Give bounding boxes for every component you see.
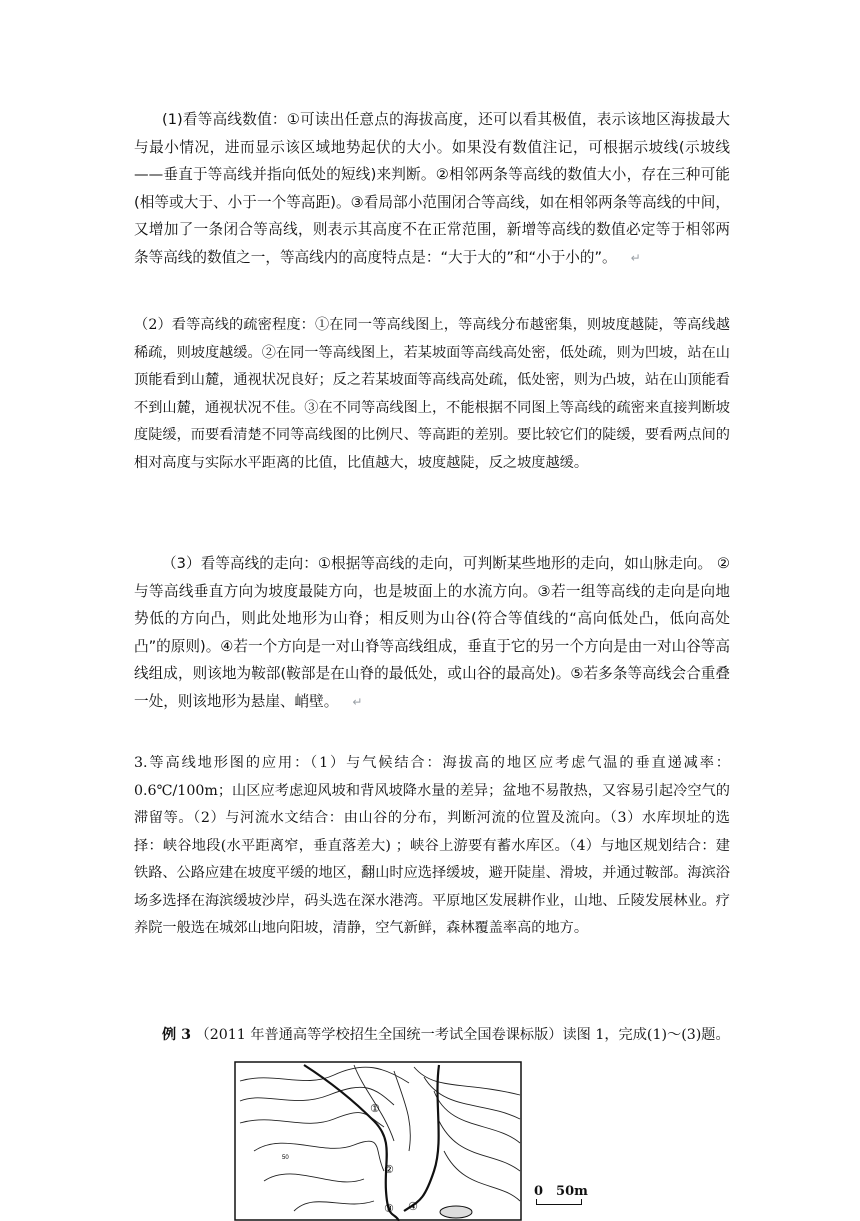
scale-bar <box>536 1199 582 1205</box>
marker-2: ② <box>384 1163 394 1176</box>
scale-label: 0 50m <box>534 1184 588 1199</box>
example-text: （2011 年普通高等学校招生全国统一考试全国卷课标版）读图 1，完成(1)～(3)题。 <box>195 1027 730 1043</box>
paragraph-contour-density: （2）看等高线的疏密程度：①在同一等高线图上，等高线分布越密集，则坡度越陡，等高线越稀疏，则坡度越缓。②在同一等高线图上，若某坡面等高线高处密，低处疏，则为凹坡，站在山顶能看到山麓，通视状况良好；反之若某坡面等高线高处疏，低处密，则为凸坡，站在山顶能看不到山麓，通视状况不佳。③在不同等高线图上，不能根据不同图上等高线的疏密来直接判断坡度陡缓，而要看清楚不同等高线图的比例尺、等高距的差别。要比较它们的陡缓，要看两点间的相对高度与实际水平距离的比值，比值越大，坡度越陡，反之坡度越缓。 <box>134 317 730 471</box>
paragraph-contour-values: (1)看等高线数值：①可读出任意点的海拔高度，还可以看其极值，表示该地区海拔最大与最小情况，进而显示该区域地势起伏的大小。如果没有数值注记，可根据示坡线(示坡线——垂直于等高线并指向低处的短线)来判断。②相邻两条等高线的数值大小，存在三种可能(相等或大于、小于一个等高距)。③看局部小范围闭合等高线，如在相邻两条等高线的中间，又增加了一条闭合等高线，则表示其高度不在正常范围，新增等高线的数值必定等于相邻两条等高线的数值之一，等高线内的高度特点是：“大于大的”和“小于小的”。 ↵ <box>134 111 730 266</box>
contour-map-figure <box>234 1061 522 1221</box>
map-frame <box>235 1062 521 1220</box>
paragraph-contour-application: 3.等高线地形图的应用：（1）与气候结合：海拔高的地区应考虑气温的垂直递减率：0.6℃/100m；山区应考虑迎风坡和背风坡降水量的差异；盆地不易散热，又容易引起冷空气的滞留等。（2）与河流水文结合：由山谷的分布，判断河流的位置及流向。（3）水库坝址的选择：峡谷地段(水平距离窄，垂直落差大) ；峡谷上游要有蓄水库区。（4）与地区规划结合：建铁路、公路应建在坡度平缓的地区，翻山时应选择缓坡，避开陡崖、滑坡，并通过鞍部。海滨浴场多选择在海滨缓坡沙岸，码头选在深水港湾。平原地区发展耕作业，山地、丘陵发展林业。疗养院一般选在城郊山地向阳坡，清静，空气新鲜，森林覆盖率高的地方。 <box>134 755 730 936</box>
reservoir <box>440 1206 472 1218</box>
marker-4: ④ <box>408 1200 418 1213</box>
paragraph-contour-direction: （3）看等高线的走向：①根据等高线的走向，可判断某些地形的走向，如山脉走向。 ②与等高线垂直方向为坡度最陡方向，也是坡面上的水流方向。③若一组等高线的走向是向地势低的方向凸，则此处地形为山脊；相反则为山谷(符合等值线的“高向低处凸，低向高处凸”的原则)。④若一个方向是一对山脊等高线组成，垂直于它的另一个方向是由一对山谷等高线组成，则该地为鞍部(鞍部是在山脊的最低处，或山谷的最高处)。⑤若多条等高线会合重叠一处，则该地形为悬崖、峭壁。 ↵ <box>134 555 730 710</box>
example-label: 例 3 <box>162 1027 191 1043</box>
contour-label: 50 <box>282 1155 289 1161</box>
example-question <box>134 1022 730 1050</box>
paragraph-mark: ↵ <box>630 250 641 265</box>
paragraph-mark: ↵ <box>352 694 363 709</box>
marker-3: ③ <box>384 1202 394 1215</box>
marker-1: ① <box>370 1102 380 1115</box>
